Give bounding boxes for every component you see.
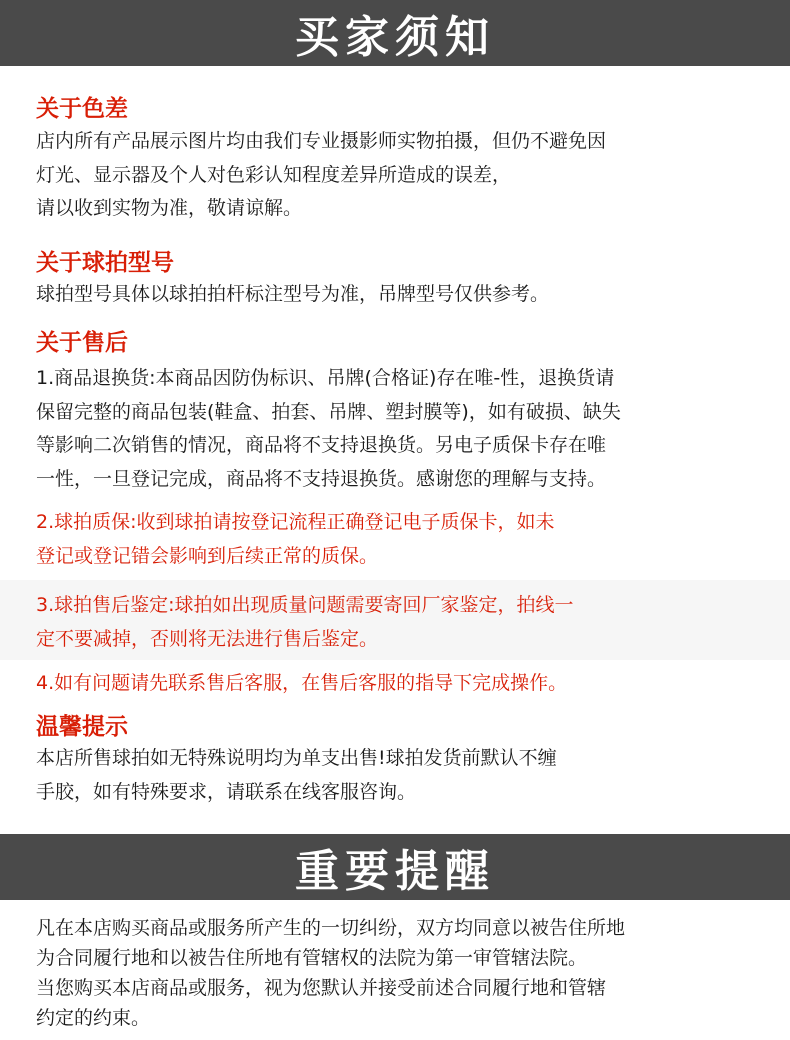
paragraph-line: 当您购买本店商品或服务，视为您默认并接受前述合同履行地和管辖 bbox=[36, 977, 607, 999]
paragraph-line: 定不要减掉，否则将无法进行售后鉴定。 bbox=[36, 627, 379, 650]
after-sale-item-returns bbox=[36, 362, 766, 496]
paragraph-line: 等影响二次销售的情况，商品将不支持退换货。另电子质保卡存在唯 bbox=[36, 434, 607, 456]
paragraph-line: 本店所售球拍如无特殊说明均为单支出售!球拍发货前默认不缠 bbox=[36, 747, 557, 769]
reminder-text bbox=[36, 913, 766, 1033]
after-sale-heading: 关于售后 bbox=[36, 330, 128, 356]
paragraph-line: 3.球拍售后鉴定:球拍如出现质量问题需要寄回厂家鉴定，拍线一 bbox=[36, 594, 574, 616]
paragraph-line: 请以收到实物为准，敬请谅解。 bbox=[36, 197, 303, 219]
racket-model-text bbox=[36, 278, 766, 312]
reminder-banner bbox=[0, 834, 790, 900]
paragraph-line: 凡在本店购买商品或服务所产生的一切纠纷，双方均同意以被告住所地 bbox=[36, 917, 626, 939]
color-difference-heading: 关于色差 bbox=[36, 96, 128, 122]
paragraph-line: 手胶，如有特殊要求，请联系在线客服咨询。 bbox=[36, 780, 417, 803]
color-difference-text bbox=[36, 125, 766, 226]
paragraph-line: 登记或登记错会影响到后续正常的质保。 bbox=[36, 544, 379, 567]
paragraph-line: 店内所有产品展示图片均由我们专业摄影师实物拍摄，但仍不避免因 bbox=[36, 130, 607, 152]
paragraph-line: 灯光、显示器及个人对色彩认知程度差异所造成的误差， bbox=[36, 163, 512, 186]
paragraph-line: 一性，一旦登记完成，商品将不支持退换货。感谢您的理解与支持。 bbox=[36, 467, 607, 490]
after-sale-item-inspection bbox=[36, 589, 766, 656]
paragraph-line: 保留完整的商品包装(鞋盒、拍套、吊牌、塑封膜等)，如有破损、缺失 bbox=[36, 400, 621, 423]
paragraph-line: 4.如有问题请先联系售后客服，在售后客服的指导下完成操作。 bbox=[36, 672, 568, 694]
paragraph-line: 为合同履行地和以被告住所地有管辖权的法院为第一审管辖法院。 bbox=[36, 947, 588, 969]
after-sale-item-warranty bbox=[36, 506, 766, 573]
banner-title: 重要提醒 bbox=[295, 846, 495, 897]
paragraph-line: 约定的约束。 bbox=[36, 1007, 151, 1029]
paragraph-line: 2.球拍质保:收到球拍请按登记流程正确登记电子质保卡，如未 bbox=[36, 511, 555, 533]
notice-banner bbox=[0, 0, 790, 66]
paragraph-line: 球拍型号具体以球拍拍杆标注型号为准，吊牌型号仅供参考。 bbox=[36, 283, 550, 305]
tips-text bbox=[36, 742, 766, 809]
tips-heading: 温馨提示 bbox=[36, 714, 128, 740]
paragraph-line: 1.商品退换货:本商品因防伪标识、吊牌(合格证)存在唯-性，退换货请 bbox=[36, 367, 615, 389]
after-sale-item-contact bbox=[36, 667, 766, 701]
banner-title: 买家须知 bbox=[295, 12, 495, 63]
racket-model-heading: 关于球拍型号 bbox=[36, 250, 174, 276]
